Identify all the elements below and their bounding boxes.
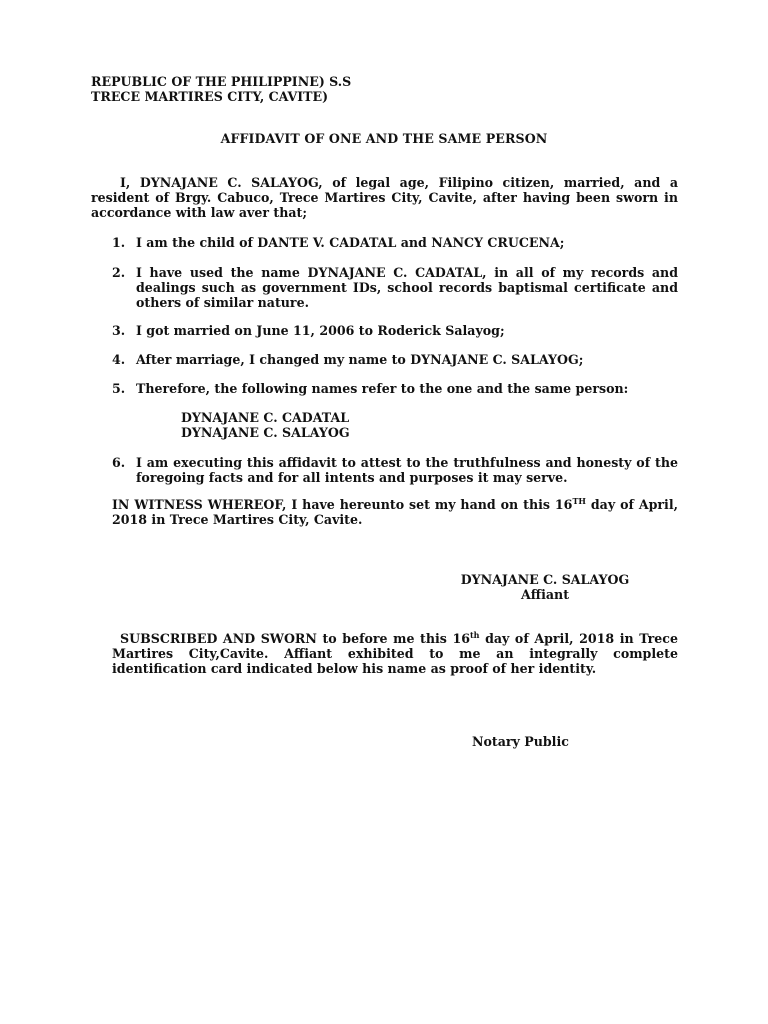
affiant-label: Affiant — [520, 587, 570, 602]
witness-superscript: TH — [572, 496, 586, 506]
list-item-text: After marriage, I changed my name to DYNAJANE C. SALAYOG; — [136, 352, 584, 367]
list-item-number: 1. — [112, 235, 126, 250]
name-married: DYNAJANE C. SALAYOG — [181, 425, 350, 440]
affiant-signature-block — [452, 572, 638, 602]
intro-paragraph: I, DYNAJANE C. SALAYOG, of legal age, Filipino citizen, married, and a resident of Brgy. Cabuco, Trece Martires City, Cavite, after having been sworn in accordance with law aver that; — [91, 175, 678, 220]
list-item-number: 5. — [112, 381, 126, 396]
jurat-text-start: SUBSCRIBED AND SWORN to before me this 16 — [120, 631, 470, 646]
name-maiden: DYNAJANE C. CADATAL — [181, 410, 350, 425]
document-title: AFFIDAVIT OF ONE AND THE SAME PERSON — [220, 131, 548, 146]
list-item-text: I have used the name DYNAJANE C. CADATAL, in all of my records and dealings such as government IDs, school records baptismal certificate and others of similar nature. — [136, 265, 678, 310]
list-item-number: 3. — [112, 323, 126, 338]
notary-public-label: Notary Public — [472, 734, 569, 749]
venue-line-2: TRECE MARTIRES CITY, CAVITE) — [91, 89, 329, 104]
list-item-number: 6. — [112, 455, 126, 470]
list-item-number: 2. — [112, 265, 126, 280]
venue-line-1: REPUBLIC OF THE PHILIPPINE) S.S — [91, 74, 352, 89]
list-item-number: 4. — [112, 352, 126, 367]
jurat-paragraph — [112, 631, 678, 676]
witness-text-end: day of April, 2018 in Trece Martires City, Cavite. — [112, 497, 679, 527]
affiant-name: DYNAJANE C. SALAYOG — [460, 572, 630, 587]
name-list — [181, 410, 481, 440]
jurat-superscript: th — [469, 630, 480, 640]
venue-caption — [91, 74, 491, 104]
list-item-text: I am the child of DANTE V. CADATAL and NANCY CRUCENA; — [136, 235, 565, 250]
list-item-text: I am executing this affidavit to attest to the truthfulness and honesty of the foregoing facts and for all intents and purposes it may serve. — [136, 455, 678, 485]
list-item-text: Therefore, the following names refer to the one and the same person: — [136, 381, 629, 396]
list-item-text: I got married on June 11, 2006 to Roderick Salayog; — [136, 323, 505, 338]
witness-paragraph — [112, 497, 678, 527]
jurat-text-end: day of April, 2018 in Trece Martires City,Cavite. Affiant exhibited to me an integrally complete identification card indicated below his name as proof of her identity. — [112, 631, 678, 676]
witness-text-start: IN WITNESS WHEREOF, I have hereunto set my hand on this 16 — [112, 497, 573, 512]
